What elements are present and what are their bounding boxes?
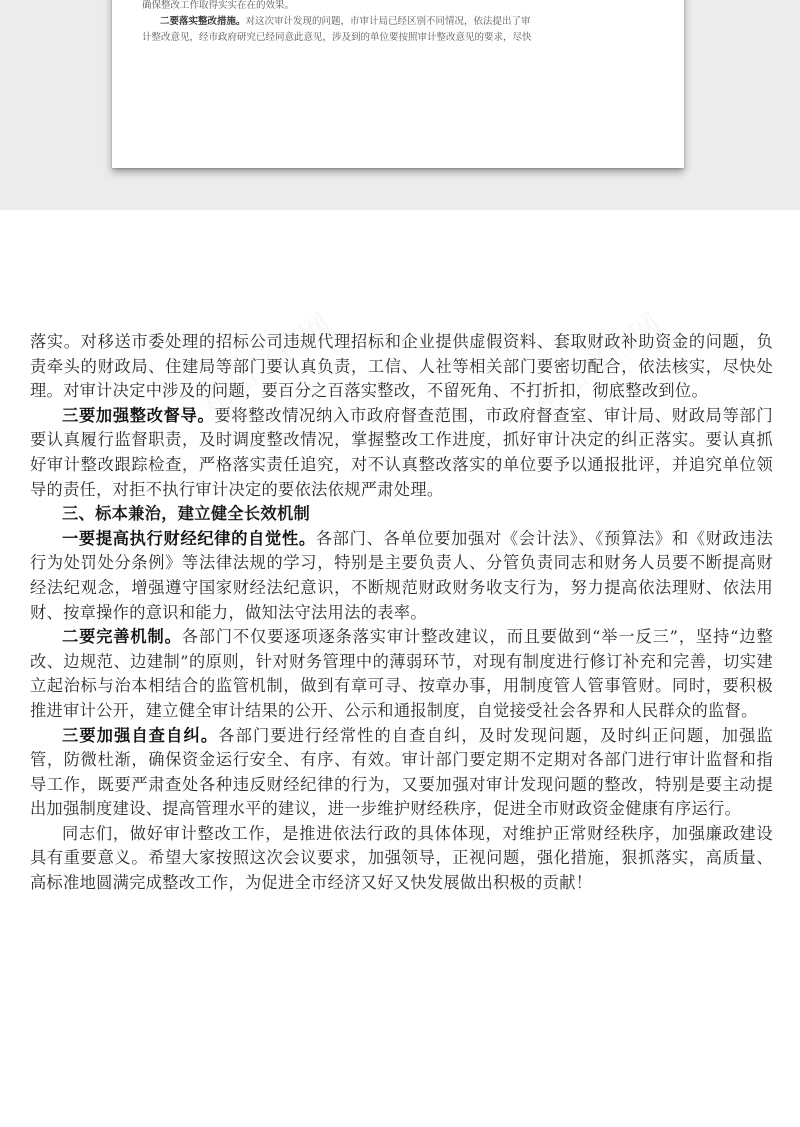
section-heading: 三、标本兼治，建立健全长效机制	[62, 504, 311, 524]
paragraph-lead: 三要加强自查自纠。	[62, 725, 219, 745]
preview-line-text: 对这次审计发现的问题，市审计局已经区别不同情况，依法提出了审	[245, 16, 531, 27]
paragraph	[30, 527, 773, 625]
preview-line: 确保整改工作取得实实在在的效果。	[142, 0, 295, 11]
paragraph	[30, 625, 773, 723]
preview-bold-lead: 二要落实整改措施。	[160, 16, 246, 27]
paragraph-text: 各部门要进行经常性的自查自纠，及时发现问题，及时纠正问题，加强监管，防微杜渐，确保资金运行安全、有序、有效。审计部门要定期不定期对各部门进行审计监督和指导工作，既要严肃查处各种违反财经纪律的行为，又要加强对审计发现问题的整改，特别是要主动提出加强制度建设、提高管理水平的建议，进一步维护财经秩序，促进全市财政资金健康有序运行。	[30, 725, 774, 819]
paragraph	[30, 404, 773, 502]
paragraph-lead: 三要加强整改督导。	[62, 405, 215, 425]
paragraph-text: 要将整改情况纳入市政府督查范围，市政府督查室、审计局、财政局等部门要认真履行监督职责，及时调度整改情况，掌握整改工作进度，抓好审计决定的纠正落实。要认真抓好审计整改跟踪检查，严格落实责任追究，对不认真整改落实的单位要予以通报批评，并追究单位领导的责任，对拒不执行审计决定的要依法依规严肃处理。	[30, 405, 773, 499]
document-body	[30, 330, 773, 896]
paragraph: 落实。对移送市委处理的招标公司违规代理招标和企业提供虚假资料、套取财政补助资金的问题，负责牵头的财政局、住建局等部门要认真负责，工信、人社等相关部门要密切配合，依法核实，尽快处理。对审计决定中涉及的问题，要百分之百落实整改，不留死角、不打折扣，彻底整改到位。	[30, 332, 773, 401]
paragraph: 同志们，做好审计整改工作，是推进依法行政的具体体现，对维护正常财经秩序，加强廉政建设具有重要意义。希望大家按照这次会议要求，加强领导，正视问题，强化措施，狠抓落实，高质量、高标准地圆满完成整改工作，为促进全市经济又好又快发展做出积极的贡献！	[30, 823, 773, 893]
paragraph-lead: 一要提高执行财经纪律的自觉性。	[62, 528, 316, 548]
paragraph-text: 各部门、各单位要加强对《会计法》、《预算法》和《财政违法行为处罚处分条例》等法律法规的学习，特别是主要负责人、分管负责同志和财务人员要不断提高财经法纪观念，增强遵守国家财经法纪意识，不断规范财政财务收支行为，努力提高依法理财、依法用财、按章操作的意识和能力，做知法守法用法的表率。	[30, 528, 773, 622]
paragraph-lead: 二要完善机制。	[62, 627, 182, 647]
preview-line	[112, 14, 684, 30]
preview-line: 计整改意见，经市政府研究已经同意此意见，涉及到的单位要按照审计整改意见的要求，尽快	[142, 32, 532, 43]
paragraph-text: 各部门不仅要逐项逐条落实审计整改建议，而且要做到“举一反三”，坚持“边整改、边规范、边建制”的原则，针对财务管理中的薄弱环节，对现有制度进行修订补充和完善，切实建立起治标与治本相结合的监管机制，做到有章可寻、按章办事，用制度管人管事管财。同时，要积极推进审计公开，建立健全审计结果的公开、公示和通报制度，自觉接受社会各界和人民群众的监督。	[30, 627, 773, 720]
paragraph	[30, 724, 773, 822]
page-preview-card	[112, 0, 684, 168]
